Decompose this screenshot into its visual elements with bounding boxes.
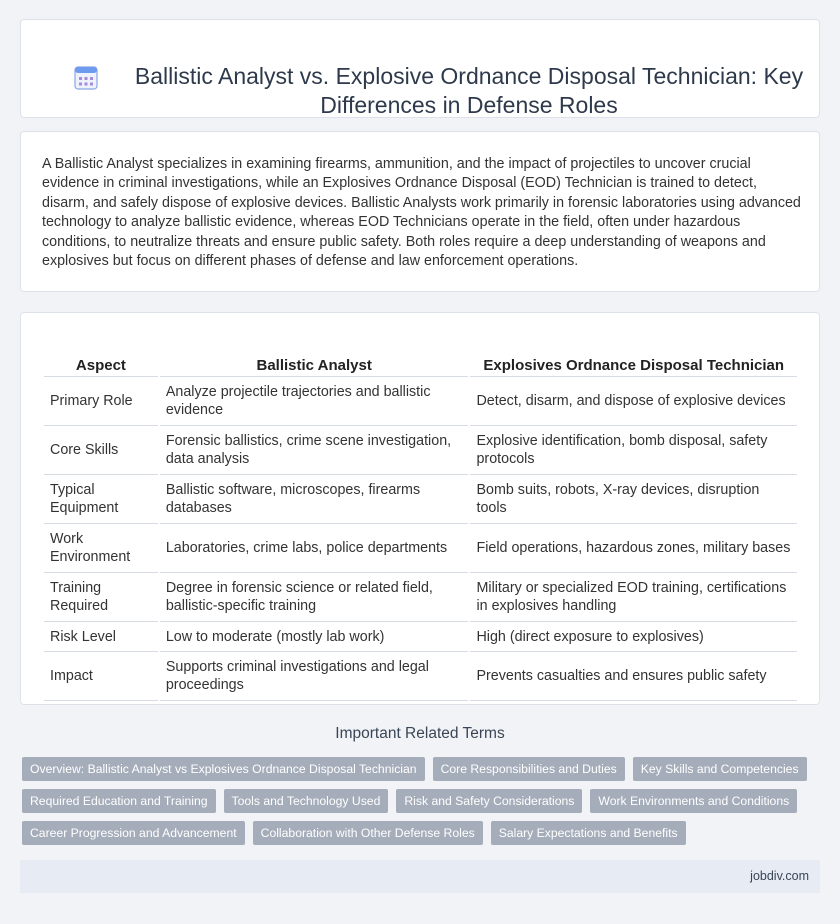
table-row [44, 475, 797, 524]
comparison-table-card [20, 312, 820, 705]
comparison-table [42, 334, 799, 701]
related-term-tag[interactable]: Work Environments and Conditions [590, 789, 797, 813]
page-title: Ballistic Analyst vs. Explosive Ordnance Disposal Technician: Key Differences in Defense Roles [134, 63, 804, 118]
row-ballistic-value: Analyze projectile trajectories and ballistic evidence [160, 377, 469, 426]
row-eod-value: Bomb suits, robots, X-ray devices, disruption tools [470, 475, 797, 524]
row-eod-value: Detect, disarm, and dispose of explosive devices [470, 377, 797, 426]
row-eod-value: Explosive identification, bomb disposal, safety protocols [470, 426, 797, 475]
footer-site-link[interactable]: jobdiv.com [750, 869, 809, 883]
related-terms-list [22, 757, 822, 853]
table-header-row [44, 334, 797, 377]
related-term-tag[interactable]: Collaboration with Other Defense Roles [253, 821, 483, 845]
table-row [44, 426, 797, 475]
row-ballistic-value: Degree in forensic science or related field, ballistic-specific training [160, 573, 469, 622]
related-term-tag[interactable]: Tools and Technology Used [224, 789, 389, 813]
row-aspect: Core Skills [44, 426, 158, 475]
row-ballistic-value: Laboratories, crime labs, police departments [160, 524, 469, 573]
row-eod-value: Military or specialized EOD training, certifications in explosives handling [470, 573, 797, 622]
related-term-tag[interactable]: Core Responsibilities and Duties [433, 757, 625, 781]
related-term-tag[interactable]: Career Progression and Advancement [22, 821, 245, 845]
related-term-tag[interactable]: Risk and Safety Considerations [396, 789, 582, 813]
table-row [44, 377, 797, 426]
table-row [44, 622, 797, 652]
row-aspect: Typical Equipment [44, 475, 158, 524]
table-row [44, 573, 797, 622]
row-ballistic-value: Supports criminal investigations and legal proceedings [160, 652, 469, 701]
row-aspect: Work Environment [44, 524, 158, 573]
row-ballistic-value: Forensic ballistics, crime scene investigation, data analysis [160, 426, 469, 475]
row-aspect: Primary Role [44, 377, 158, 426]
related-term-tag[interactable]: Salary Expectations and Benefits [491, 821, 686, 845]
related-term-tag[interactable]: Overview: Ballistic Analyst vs Explosives Ordnance Disposal Technician [22, 757, 425, 781]
related-terms-title: Important Related Terms [335, 725, 505, 742]
footer [20, 860, 820, 893]
header-card [20, 19, 820, 118]
row-eod-value: Field operations, hazardous zones, military bases [470, 524, 797, 573]
row-aspect: Risk Level [44, 622, 158, 652]
row-eod-value: High (direct exposure to explosives) [470, 622, 797, 652]
header-aspect: Aspect [44, 334, 158, 377]
document-icon [73, 65, 99, 91]
row-ballistic-value: Low to moderate (mostly lab work) [160, 622, 469, 652]
row-aspect: Training Required [44, 573, 158, 622]
table-row [44, 524, 797, 573]
row-ballistic-value: Ballistic software, microscopes, firearms databases [160, 475, 469, 524]
intro-card [20, 131, 820, 292]
related-term-tag[interactable]: Required Education and Training [22, 789, 216, 813]
intro-paragraph: A Ballistic Analyst specializes in examining firearms, ammunition, and the impact of projectiles to uncover crucial evidence in criminal investigations, while an Explosives Ordnance Disposal (EOD) Technician is trained to detect, disarm, and safely dispose of explosive devices. Ballistic Analysts work primarily in forensic laboratories using advanced technology to analyze ballistic evidence, whereas EOD Technicians operate in the field, often under hazardous conditions, to neutralize threats and ensure public safety. Both roles require a deep understanding of weapons and explosives but focus on different phases of defense and law enforcement operations. [42, 156, 801, 270]
row-eod-value: Prevents casualties and ensures public safety [470, 652, 797, 701]
table-row [44, 652, 797, 701]
row-aspect: Impact [44, 652, 158, 701]
header-ballistic-analyst: Ballistic Analyst [160, 334, 469, 377]
related-term-tag[interactable]: Key Skills and Competencies [633, 757, 807, 781]
header-eod-technician: Explosives Ordnance Disposal Technician [470, 334, 797, 377]
